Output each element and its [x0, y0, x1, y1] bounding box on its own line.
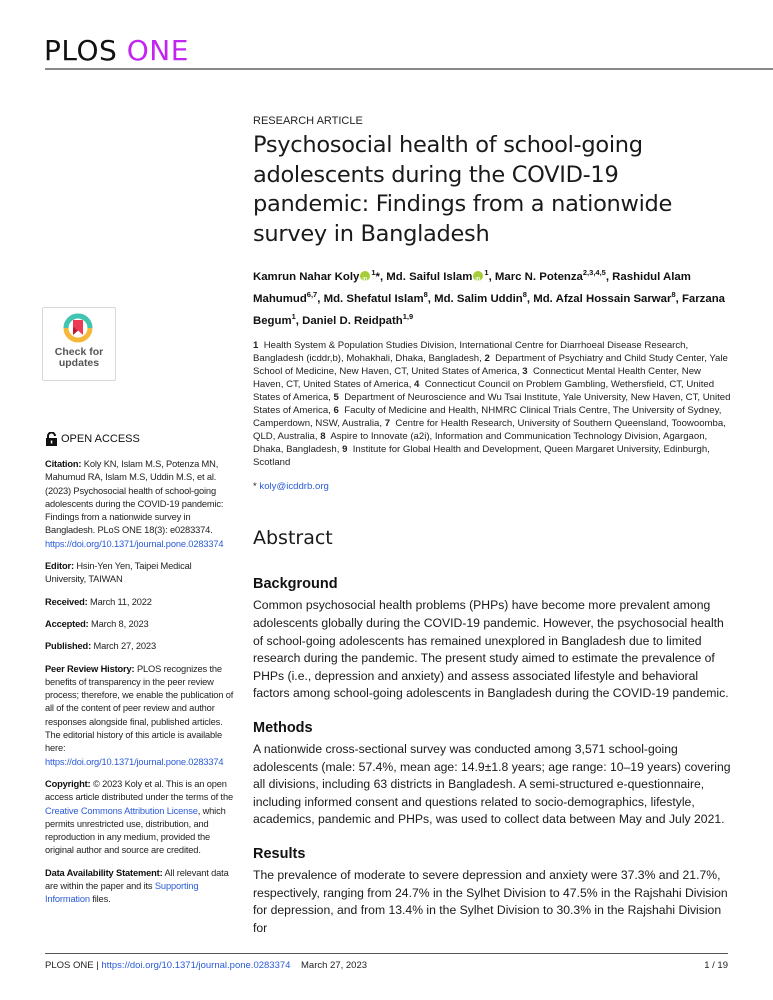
affil-num: 6 — [333, 405, 339, 417]
accepted-date: March 8, 2023 — [91, 618, 149, 629]
author-name[interactable]: Md. Saiful Islam — [386, 270, 473, 283]
affil-num: 3 — [522, 366, 528, 378]
author-affil-sup: 1 — [291, 311, 296, 321]
header-divider — [45, 68, 773, 70]
crossmark-icon — [63, 313, 93, 343]
supporting-information-link[interactable]: Supporting Information — [45, 881, 199, 905]
corresponding-asterisk: * — [253, 481, 257, 493]
affil-text: Health System & Population Studies Division, International Centre for Diarrhoeal Disease Research, Bangladesh (icddr,b), Mohakhali, Dhaka, Bangladesh, — [253, 340, 689, 365]
author-name[interactable]: Farzana Begum — [253, 292, 726, 327]
page-footer — [45, 960, 728, 971]
footer-doi-link[interactable]: https://doi.org/10.1371/journal.pone.0283374 — [101, 960, 291, 971]
received-label: Received: — [45, 596, 88, 607]
open-access-label — [45, 432, 235, 446]
journal-logo — [44, 36, 189, 66]
author-affil-sup: 2,3,4,5 — [582, 268, 606, 277]
published-block — [45, 640, 235, 653]
page-number: 1 / 19 — [704, 960, 728, 971]
article-type: RESEARCH ARTICLE — [253, 115, 363, 127]
affil-num: 9 — [342, 444, 348, 456]
affil-num: 8 — [320, 431, 326, 443]
copyright-text-2: , which permits unrestricted use, distribution, and reproduction in any medium, provided the original author and source are credited. — [45, 805, 226, 856]
section-heading: Background — [253, 576, 338, 593]
author-name[interactable]: Md. Salim Uddin — [434, 292, 523, 305]
author-affil-sup: 6,7 — [306, 289, 318, 299]
author-name[interactable]: Marc N. Potenza — [494, 270, 583, 283]
affil-text: Connecticut Council on Problem Gambling, Wethersfield, CT, United States of America, — [253, 379, 715, 404]
copyright-block — [45, 778, 235, 858]
affil-text: Faculty of Medicine and Health, NHMRC Clinical Trials Centre, The University of Sydney, Camperdown, NSW, Australia, — [253, 405, 722, 430]
abstract-section-methods — [253, 720, 733, 829]
affil-num: 1 — [253, 340, 259, 352]
author-name[interactable]: Kamrun Nahar Koly — [253, 270, 360, 283]
received-date: March 11, 2022 — [90, 596, 152, 607]
section-body: The prevalence of moderate to severe depression and anxiety were 37.3% and 21.7%, respectively, ranging from 24.7% in the Sylhet Division to 47.5% in the Rajshahi Division for depression, and from 13.4% in the Sylhet Division to 30.3% in the Rajshahi Division for — [253, 867, 728, 935]
check-for-updates-badge[interactable] — [42, 307, 116, 381]
affil-num: 5 — [333, 392, 339, 404]
logo-one: ONE — [126, 34, 189, 67]
affil-text: Department of Psychiatry and Child Study Center, Yale School of Medicine, New Haven, CT, United States of America, — [253, 353, 728, 378]
abstract-heading: Abstract — [253, 527, 333, 550]
article-title: Psychosocial health of school-going adolescents during the COVID-19 pandemic: Findings from a nationwide survey in Bangladesh — [253, 132, 673, 247]
section-body: Common psychosocial health problems (PHPs) have become more prevalent among adolescents globally during the COVID-19 pandemic. However, the psychosocial health of school-going adolescents has remained unexplored in Bangladesh due to limited research during the pandemic. The present study aimed to estimate the prevalence of PHPs (i.e., depression and anxiety) and assess associated lifestyle and behavioral factors among school-going adolescents in Bangladesh during the COVID-19 pandemic. — [253, 598, 729, 701]
author-affil-sup: 1 — [484, 268, 489, 277]
received-block — [45, 596, 235, 609]
affil-num: 7 — [384, 418, 391, 430]
author-affil-sup: 8 — [423, 289, 428, 299]
open-access-text: OPEN ACCESS — [61, 433, 140, 445]
author-name[interactable]: Daniel D. Reidpath — [302, 314, 403, 327]
author-name[interactable]: Md. Shefatul Islam — [323, 292, 424, 305]
article-sidebar — [45, 432, 235, 916]
citation-label: Citation: — [45, 459, 82, 469]
crossmark-line1: Check for — [54, 346, 104, 358]
corresponding-mark: * — [375, 270, 380, 283]
affil-text: Connecticut Mental Health Center, New Haven, CT, United States of America, — [253, 366, 701, 391]
author-affil-sup: 8 — [522, 289, 527, 299]
affil-num: 4 — [414, 379, 420, 391]
author-affil-sup: 1,9 — [402, 311, 414, 321]
published-label: Published: — [45, 641, 92, 652]
peer-review-label: Peer Review History: — [45, 663, 135, 674]
affil-text: Aspire to Innovate (a2i), Information and Communication Technology Division, Agargaon, Dhaka, Bangladesh, — [253, 431, 708, 456]
peer-review-text: PLOS recognizes the benefits of transparency in the peer review process; therefore, we enable the publication of all of the content of peer review and author responses alongside final, published articles. The editorial history of this article is available here: — [45, 663, 234, 754]
author-name[interactable]: Md. Afzal Hossain Sarwar — [533, 292, 672, 305]
affil-text: Department of Neuroscience and Wu Tsai Institute, Yale University, New Haven, CT, United States of America, — [253, 392, 731, 417]
affil-text: Institute for Global Health and Development, Queen Margaret University, Edinburgh, Scotland — [253, 444, 710, 469]
abstract-section-background — [253, 576, 733, 703]
orcid-icon[interactable] — [473, 271, 483, 281]
copyright-text: © 2023 Koly et al. This is an open access article distributed under the terms of the — [45, 778, 233, 803]
accepted-label: Accepted: — [45, 618, 89, 629]
section-heading: Methods — [253, 719, 313, 736]
data-availability-block — [45, 867, 235, 907]
corresponding-author — [253, 481, 733, 492]
section-heading: Results — [253, 845, 306, 862]
footer-divider — [45, 953, 728, 954]
affil-text: Centre for Health Research, University of Southern Queensland, Toowoomba, QLD, Australia, — [253, 418, 726, 443]
copyright-label: Copyright: — [45, 778, 91, 789]
footer-date: March 27, 2023 — [301, 960, 368, 971]
editor-text: Hsin-Yen Yen, Taipei Medical University, TAIWAN — [45, 561, 192, 585]
crossmark-line2: updates — [58, 357, 100, 369]
abstract-section-results — [253, 846, 733, 937]
data-availability-text: All relevant data are within the paper and its — [45, 867, 229, 892]
corresponding-email-link[interactable]: koly@icddrb.org — [259, 481, 329, 493]
editor-block — [45, 560, 235, 587]
affiliations — [253, 339, 733, 469]
author-affil-sup: 1 — [371, 268, 376, 277]
logo-plos: PLOS — [44, 34, 118, 67]
accepted-block — [45, 618, 235, 631]
peer-review-block — [45, 663, 235, 769]
section-body: A nationwide cross-sectional survey was conducted among 3,571 school-going adolescents (male: 57.4%, mean age: 14.9±1.8 years; age range: 10–19 years) covering all divisions, including 63 districts in Bangladesh. A semi-structured e-questionnaire, including informed consent and questions related to socio-demographics, lifestyle, academics, pandemic and PHPs, was used to collect data between May and July 2021. — [253, 741, 731, 827]
editor-label: Editor: — [45, 561, 74, 572]
open-lock-icon — [45, 432, 58, 446]
author-list: Kamrun Nahar Koly iD $^1$*, Md. Saiful Islam iD $^1$, Marc N. Potenza$^{2,3,4,5}$, Rashidul Alam Mahumud$^{6,7}$, Md. Shefatul Islam$^8$, Md. Salim Uddin$^8$, Md. Afzal Hossain Sarwar$^8$, Farzana Begum$^1$, Daniel D. Reidpath$^{1,9}$ — [253, 264, 733, 329]
article-main — [253, 115, 733, 937]
citation-text: Koly KN, Islam M.S, Potenza MN, Mahumud RA, Islam M.S, Uddin M.S, et al. (2023) Psychosocial health of school-going adolescents during the COVID-19 pandemic: Findings from a nationwide survey in Bangladesh. PLoS ONE 18(3): e0283374. — [45, 459, 224, 536]
footer-journal: PLOS ONE | — [45, 960, 99, 971]
license-link[interactable]: Creative Commons Attribution License — [45, 805, 198, 816]
data-availability-text-2: files. — [92, 894, 111, 905]
published-date: March 27, 2023 — [93, 641, 156, 652]
data-availability-label: Data Availability Statement: — [45, 867, 163, 878]
author-affil-sup: 8 — [671, 289, 676, 299]
citation-doi-link[interactable]: https://doi.org/10.1371/journal.pone.0283374 — [45, 538, 224, 549]
author-name[interactable]: Rashidul Alam Mahumud — [253, 270, 691, 305]
orcid-icon[interactable] — [360, 271, 370, 281]
peer-review-link[interactable]: https://doi.org/10.1371/journal.pone.0283374 — [45, 756, 224, 767]
citation-block — [45, 458, 235, 551]
affil-num: 2 — [484, 353, 490, 365]
